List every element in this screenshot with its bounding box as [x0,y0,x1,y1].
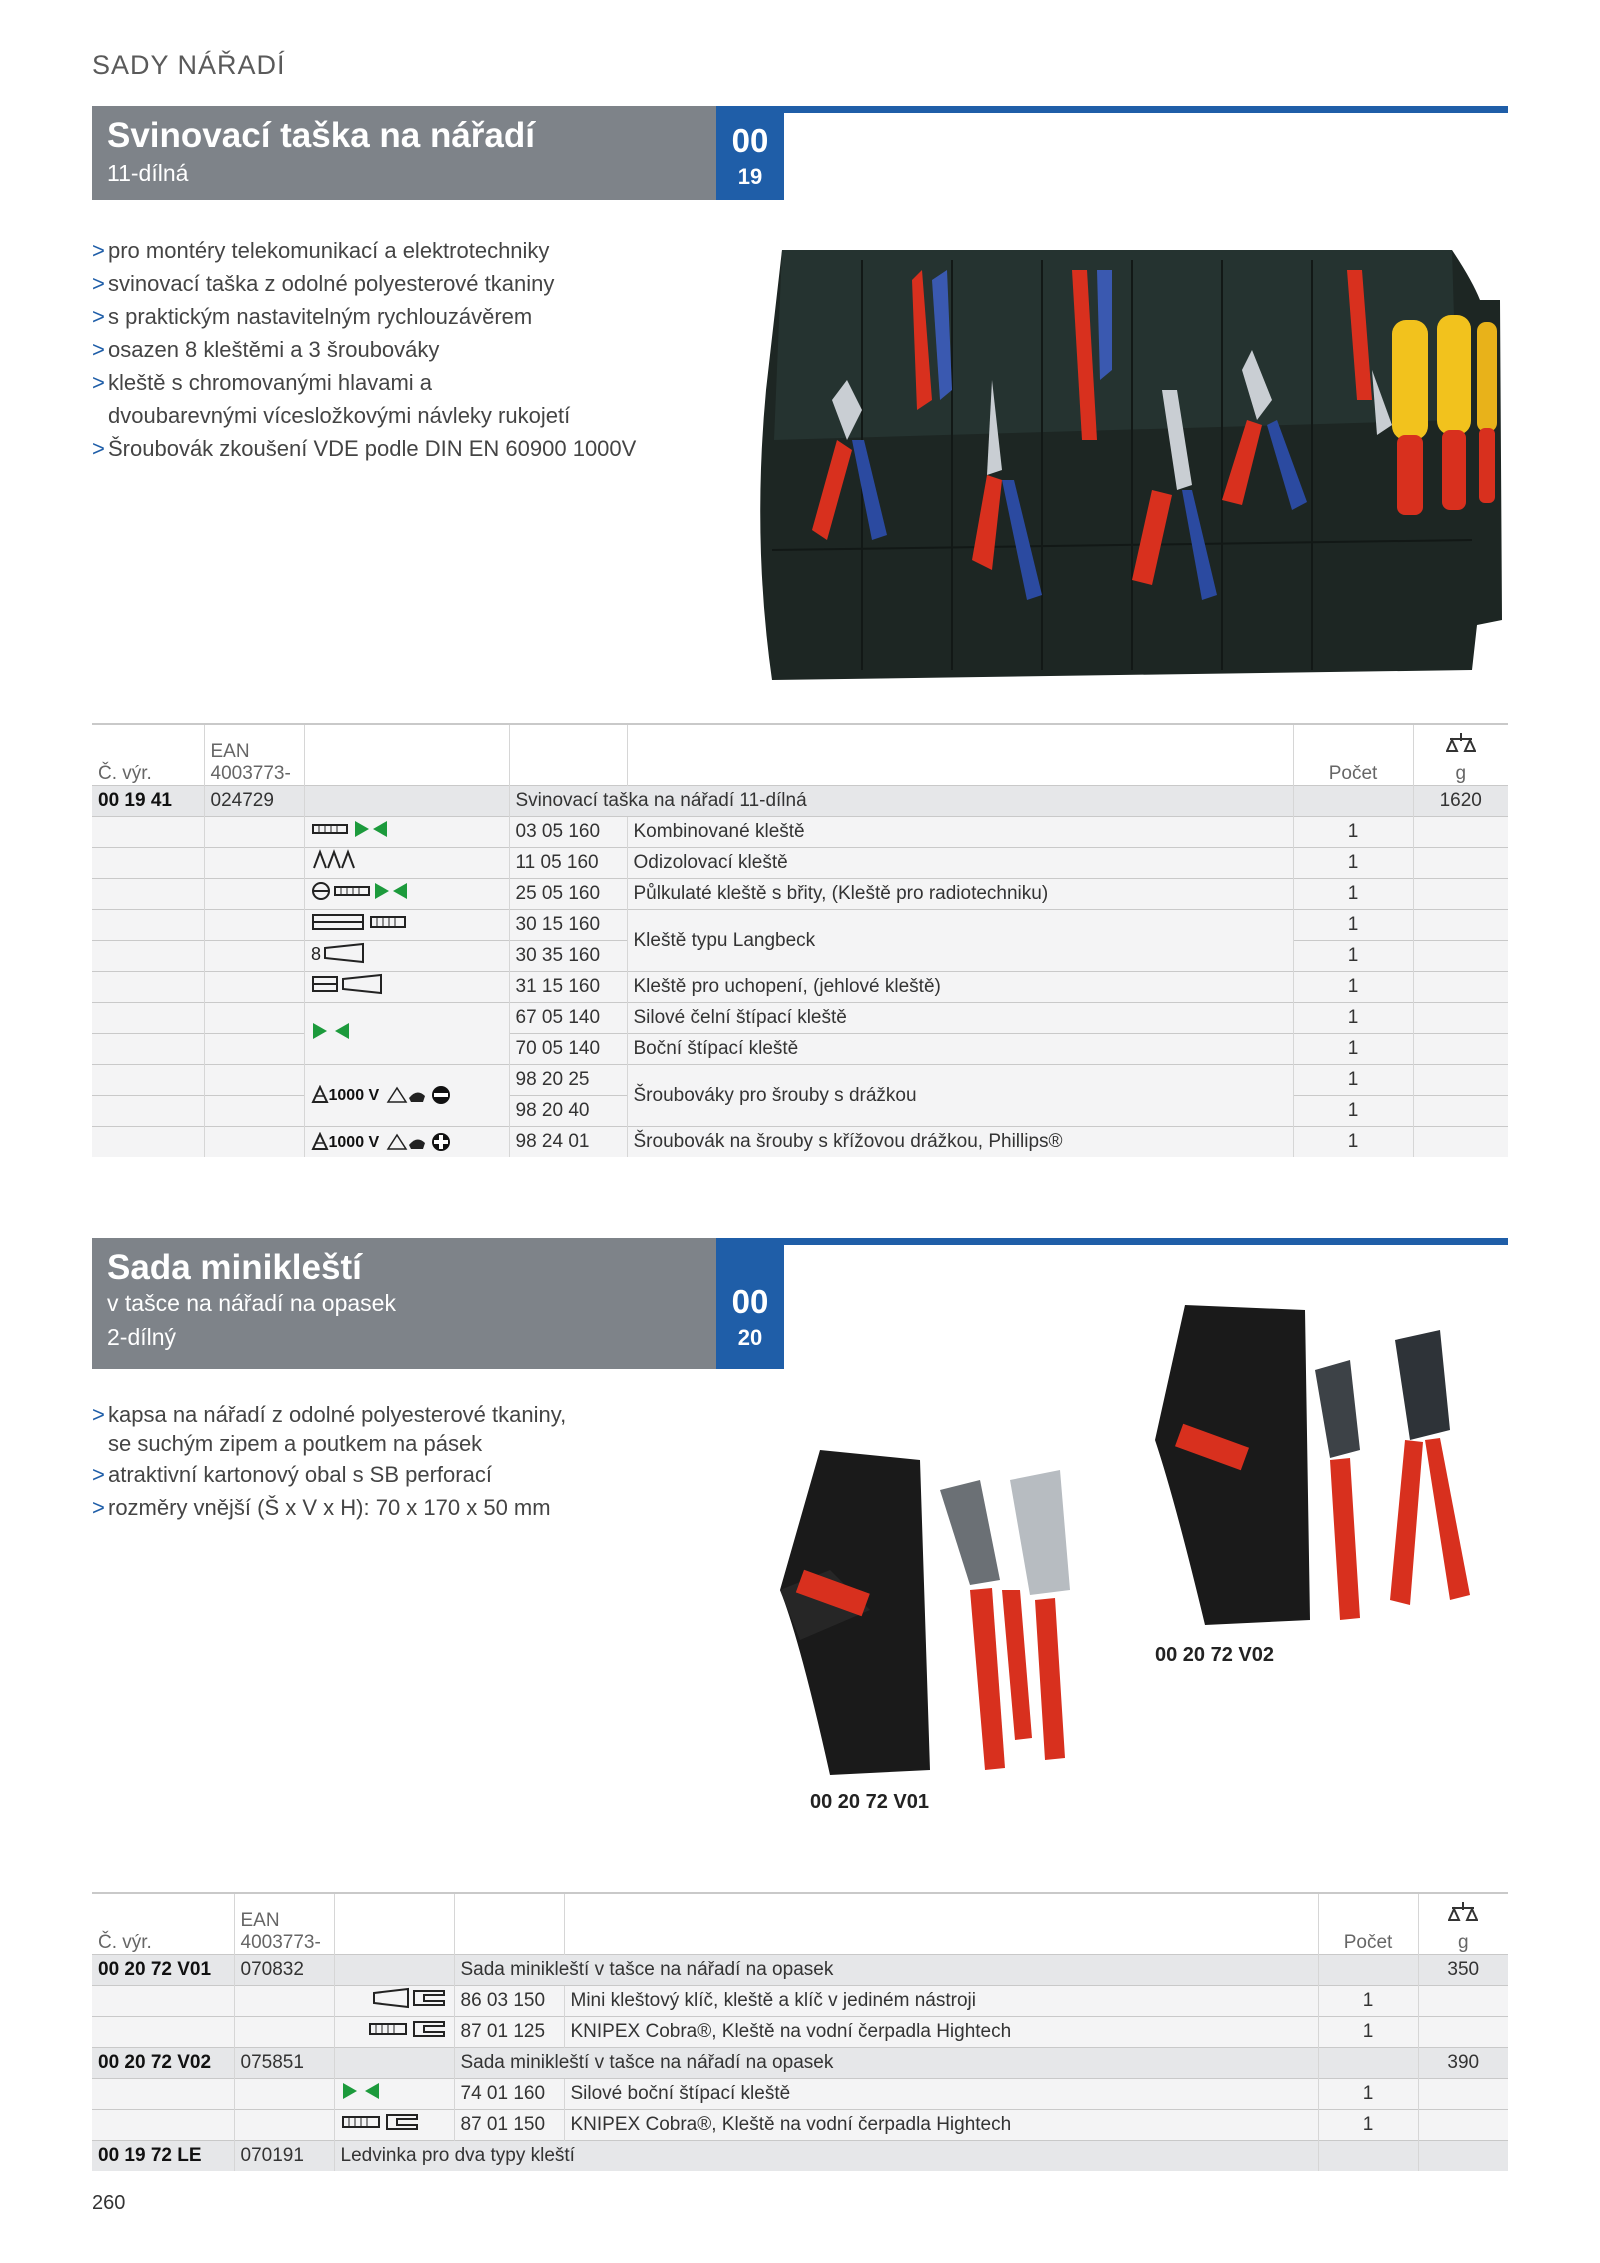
cobra-icon [334,2017,454,2048]
vde-slotted-icon [304,1065,509,1127]
feature-item: > rozměry vnější (Š x V x H): 70 x 170 x 50 mm [92,1495,551,1520]
gripping-jaw-icon [304,972,509,1003]
scale-icon [1446,731,1476,757]
product-title: Sada minikleští [107,1248,362,1287]
col-article: Č. výr. [92,1893,234,1955]
table-row: 00 20 72 V02 075851 Sada minikleští v tašce na nářadí na opasek 390 [92,2048,1508,2079]
feature-item: > pro montéry telekomunikací a elektrotechniky [92,238,550,263]
feature-item: > kleště s chromovanými hlavami a dvoubarevnými vícesložkovými návleky rukojetí [92,370,571,428]
feature-list [92,234,692,465]
table-row: 1000 V 98 24 01 Šroubovák na šrouby s křížovou drážkou, Phillips® 1 [92,1127,1508,1158]
cutter-icon [334,2079,454,2110]
half-round-cutter-icon [304,879,509,910]
section-title: SADY NÁŘADÍ [92,50,286,80]
table-row: 00 20 72 V01 070832 Sada minikleští v tašce na nářadí na opasek 350 [92,1955,1508,1986]
feature-item: > kapsa na nářadí z odolné polyesterové tkaniny, se suchým zipem a poutkem na pásek [92,1402,567,1456]
cutter-icon [304,1003,509,1065]
table-row: 86 03 150 Mini kleštový klíč, kleště a klíč v jediném nástroji 1 [92,1986,1508,2017]
caption-v01: 00 20 72 V01 [810,1791,929,1813]
col-article: Č. výr. [92,724,204,786]
feature-item: > osazen 8 kleštěmi a 3 šroubováky [92,337,440,362]
table-row: 31 15 160 Kleště pro uchopení, (jehlové kleště) 1 [92,972,1508,1003]
table-row: 00 19 72 LE 070191 Ledvinka pro dva typy kleští [92,2141,1508,2172]
col-weight: g [1418,1893,1508,1955]
code-big: 00 [731,1283,769,1320]
product-header [92,106,716,200]
table-row: 8 30 35 160 1 [92,941,1508,972]
table-row: 1000 V 98 20 25 Šroubováky pro šrouby s drážkou 1 [92,1065,1508,1096]
code-big: 00 [731,122,769,159]
flat-jaw-icon [304,910,509,941]
col-ean: EAN 4003773- [234,1893,334,1955]
table-row: 70 05 140 Boční štípací kleště 1 [92,1034,1508,1065]
table-row: 74 01 160 Silové boční štípací kleště 1 [92,2079,1508,2110]
product-header [92,1238,716,1369]
table-row: 67 05 140 Silové čelní štípací kleště 1 [92,1003,1508,1034]
scale-icon [1448,1900,1478,1926]
col-count: Počet [1293,724,1413,786]
cobra-icon [334,2110,454,2141]
stripping-icon [304,848,509,879]
table-row: 03 05 160 Kombinované kleště 1 [92,817,1508,848]
code-small: 19 [737,164,763,189]
code-small: 20 [737,1325,763,1350]
table-row: 30 15 160 Kleště typu Langbeck 1 [92,910,1508,941]
feature-item: > Šroubovák zkoušení VDE podle DIN EN 60900 1000V [92,436,637,461]
bent-nose-icon [304,941,509,972]
spec-table-2 [92,1892,1508,2171]
product-code-box [716,106,784,200]
feature-list [92,1400,572,1524]
table-header [92,724,1508,786]
table-row: 98 20 40 1 [92,1096,1508,1127]
table-row: 87 01 125 KNIPEX Cobra®, Kleště na vodní čerpadla Hightech 1 [92,2017,1508,2048]
plier-wrench-icon [334,1986,454,2017]
vde-label: 1000 V [328,1087,380,1105]
cutting-grip-icon [304,817,509,848]
col-count: Počet [1318,1893,1418,1955]
svg-text:8: 8 [310,944,321,964]
product-subtitle: v tašce na nářadí na opasek [107,1290,396,1316]
tool-roll-photo [752,240,1512,685]
set-v02-photo [1155,1300,1475,1640]
product-subtitle: 2-dílný [107,1324,177,1350]
feature-item: > svinovací taška z odolné polyesterové tkaniny [92,271,555,296]
caption-v02: 00 20 72 V02 [1155,1644,1274,1666]
table-row: 00 19 41 024729 Svinovací taška na nářadí 11-dílná 1620 [92,786,1508,817]
table-row: 87 01 150 KNIPEX Cobra®, Kleště na vodní čerpadla Hightech 1 [92,2110,1508,2141]
product-title: Svinovací taška na nářadí [107,116,535,155]
table-header [92,1893,1508,1955]
product-code-box [716,1238,784,1369]
col-ean: EAN 4003773- [204,724,304,786]
table-row: 11 05 160 Odizolovací kleště 1 [92,848,1508,879]
product-subtitle: 11-dílná [107,160,189,186]
set-v01-photo [770,1440,1100,1790]
feature-item: > s praktickým nastavitelným rychlouzávěrem [92,304,533,329]
page-number: 260 [92,2192,126,2214]
table-row: 25 05 160 Půlkulaté kleště s břity, (Kleště pro radiotechniku) 1 [92,879,1508,910]
col-weight: g [1413,724,1508,786]
vde-phillips-icon: 1000 V [304,1127,509,1158]
feature-item: > atraktivní kartonový obal s SB perforací [92,1462,492,1487]
spec-table-1 [92,723,1508,1157]
